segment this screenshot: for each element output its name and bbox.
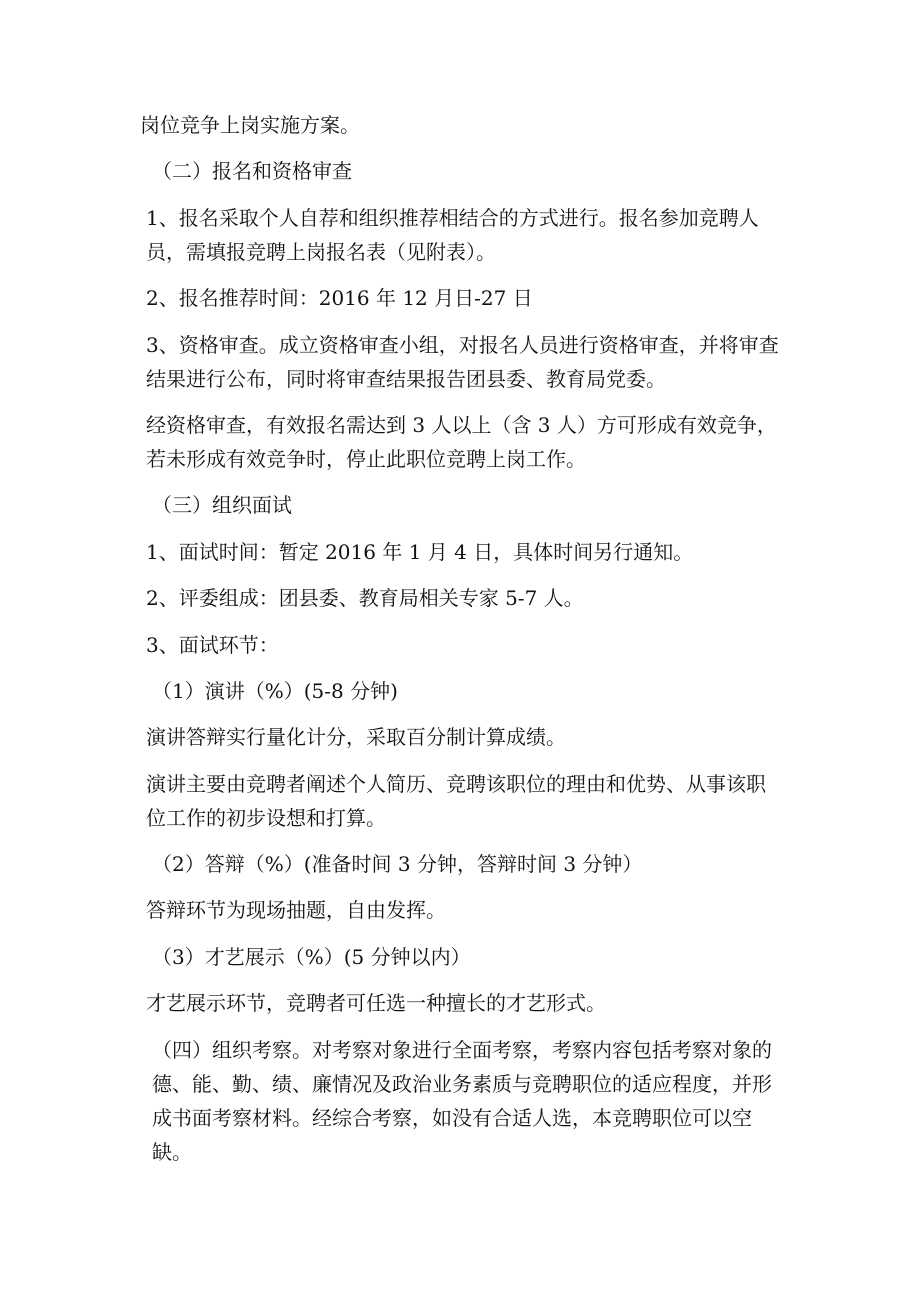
paragraph-qualification-review: 3、资格审查。成立资格审查小组，对报名人员进行资格审查，并将审查结果进行公布，同时将审查结果报告团县委、教育局党委。 — [146, 332, 779, 391]
paragraph-minimum-applicants: 经资格审查，有效报名需达到 3 人以上（含 3 人）方可形成有效竞争，若未形成有效竞争时，停止此职位竞聘上岗工作。 — [146, 412, 777, 471]
paragraph-speech-content: 演讲主要由竞聘者阐述个人简历、竞聘该职位的理由和优势、从事该职位工作的初步设想和打算。 — [146, 771, 766, 830]
section-heading-interview: （三）组织面试 — [152, 493, 292, 518]
paragraph-judges: 2、评委组成：团县委、教育局相关专家 5-7 人。 — [146, 586, 584, 611]
subheading-speech: （1）演讲（%）(5-8 分钟) — [152, 678, 398, 703]
paragraph-scoring: 演讲答辩实行量化计分，采取百分制计算成绩。 — [146, 725, 566, 750]
paragraph-interview-stages: 3、面试环节： — [146, 632, 279, 657]
section-heading-inspection: （四）组织考察。对考察对象进行全面考察，考察内容包括考察对象的德、能、勤、绩、廉情况及政治业务素质与竞聘职位的适应程度，并形成书面考察材料。经综合考察，如没有合适人选，本竞聘职位可以空缺。 — [152, 1037, 772, 1164]
paragraph-defense-content: 答辩环节为现场抽题，自由发挥。 — [146, 898, 446, 923]
subheading-defense: （2）答辩（%）(准备时间 3 分钟，答辩时间 3 分钟） — [152, 852, 643, 877]
section-heading-registration: （二）报名和资格审查 — [152, 159, 352, 184]
document-body — [140, 108, 785, 1181]
paragraph-continuation: 岗位竞争上岗实施方案。 — [140, 113, 360, 137]
paragraph-interview-time: 1、面试时间：暂定 2016 年 1 月 4 日，具体时间另行通知。 — [146, 539, 694, 564]
paragraph-registration-method: 1、报名采取个人自荐和组织推荐相结合的方式进行。报名参加竞聘人员，需填报竞聘上岗报名表（见附表）。 — [146, 205, 759, 264]
paragraph-talent-content: 才艺展示环节，竞聘者可任选一种擅长的才艺形式。 — [146, 991, 606, 1016]
subheading-talent: （3）才艺展示（%）(5 分钟以内） — [152, 944, 471, 969]
paragraph-registration-time: 2、报名推荐时间：2016 年 12 月日-27 日 — [146, 286, 533, 311]
